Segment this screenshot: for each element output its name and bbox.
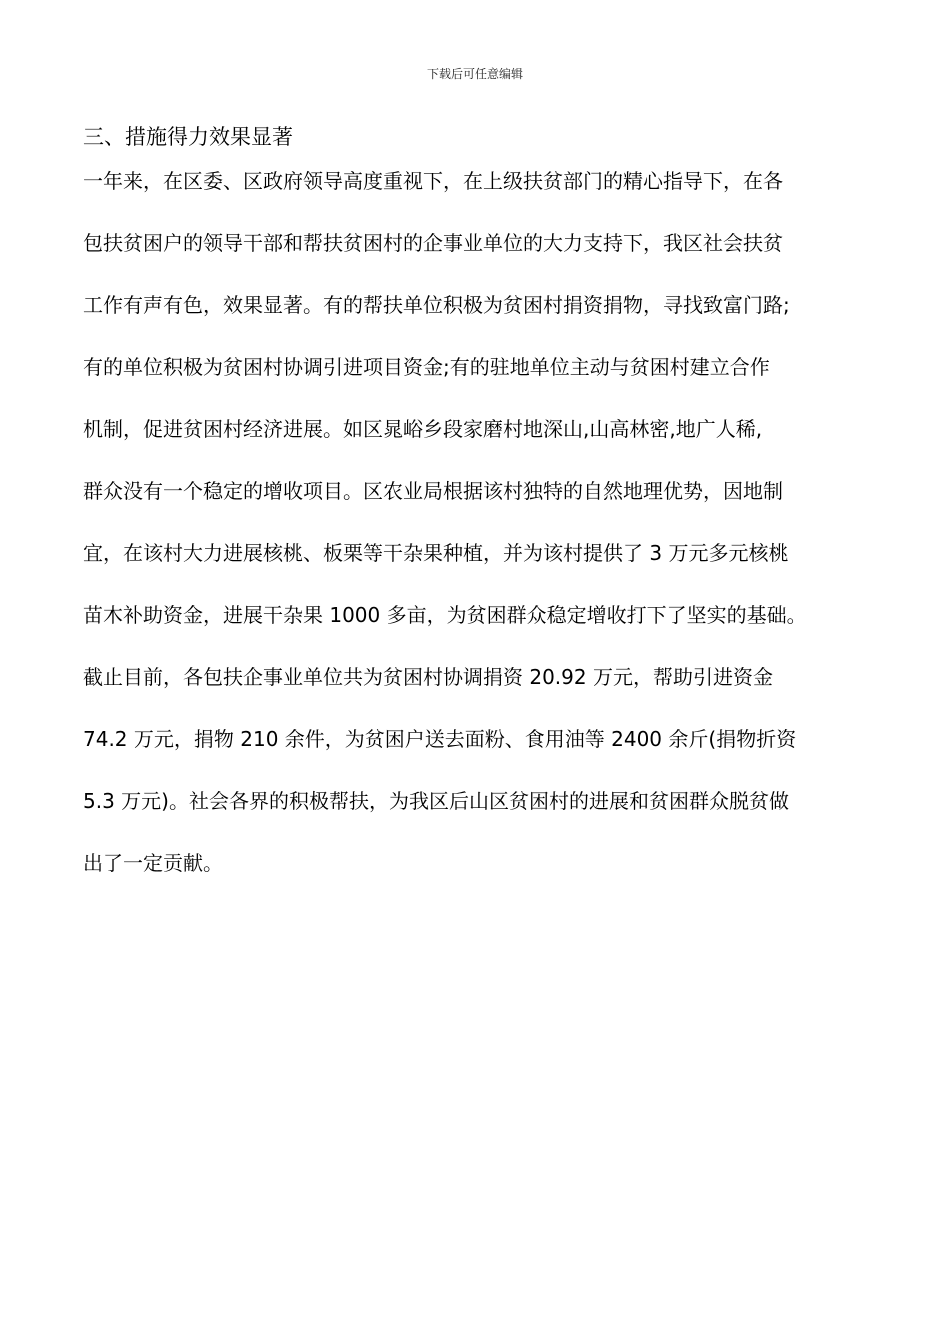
paragraph-line: 宜，在该村大力进展核桃、板栗等干杂果种植，并为该村提供了 3 万元多元核桃	[83, 541, 789, 565]
paragraph-line: 5.3 万元)。社会各界的积极帮扶，为我区后山区贫困村的进展和贫困群众脱贫做	[83, 789, 789, 813]
section-heading: 三、措施得力效果显著	[83, 125, 293, 149]
paragraph-line: 工作有声有色，效果显著。有的帮扶单位积极为贫困村捐资捐物，寻找致富门路;	[83, 293, 790, 317]
paragraph-line: 包扶贫困户的领导干部和帮扶贫困村的企事业单位的大力支持下，我区社会扶贫	[83, 231, 783, 255]
paragraph-line: 有的单位积极为贫困村协调引进项目资金;有的驻地单位主动与贫困村建立合作	[83, 355, 770, 379]
paragraph-line: 74.2 万元，捐物 210 余件，为贫困户送去面粉、食用油等 2400 余斤(捐物折资	[83, 727, 797, 751]
header-note: 下载后可任意编辑	[426, 67, 523, 81]
body-paragraph	[83, 150, 870, 894]
paragraph-line: 一年来，在区委、区政府领导高度重视下，在上级扶贫部门的精心指导下，在各	[83, 169, 783, 193]
paragraph-line: 苗木补助资金，进展干杂果 1000 多亩，为贫困群众稳定增收打下了坚实的基础。	[83, 603, 807, 627]
paragraph-line: 机制，促进贫困村经济进展。如区晁峪乡段家磨村地深山,山高林密,地广人稀,	[83, 417, 763, 441]
paragraph-line: 截止目前，各包扶企事业单位共为贫困村协调捐资 20.92 万元，帮助引进资金	[83, 665, 773, 689]
paragraph-line: 群众没有一个稳定的增收项目。区农业局根据该村独特的自然地理优势，因地制	[83, 479, 783, 503]
paragraph-line: 出了一定贡献。	[83, 851, 223, 875]
